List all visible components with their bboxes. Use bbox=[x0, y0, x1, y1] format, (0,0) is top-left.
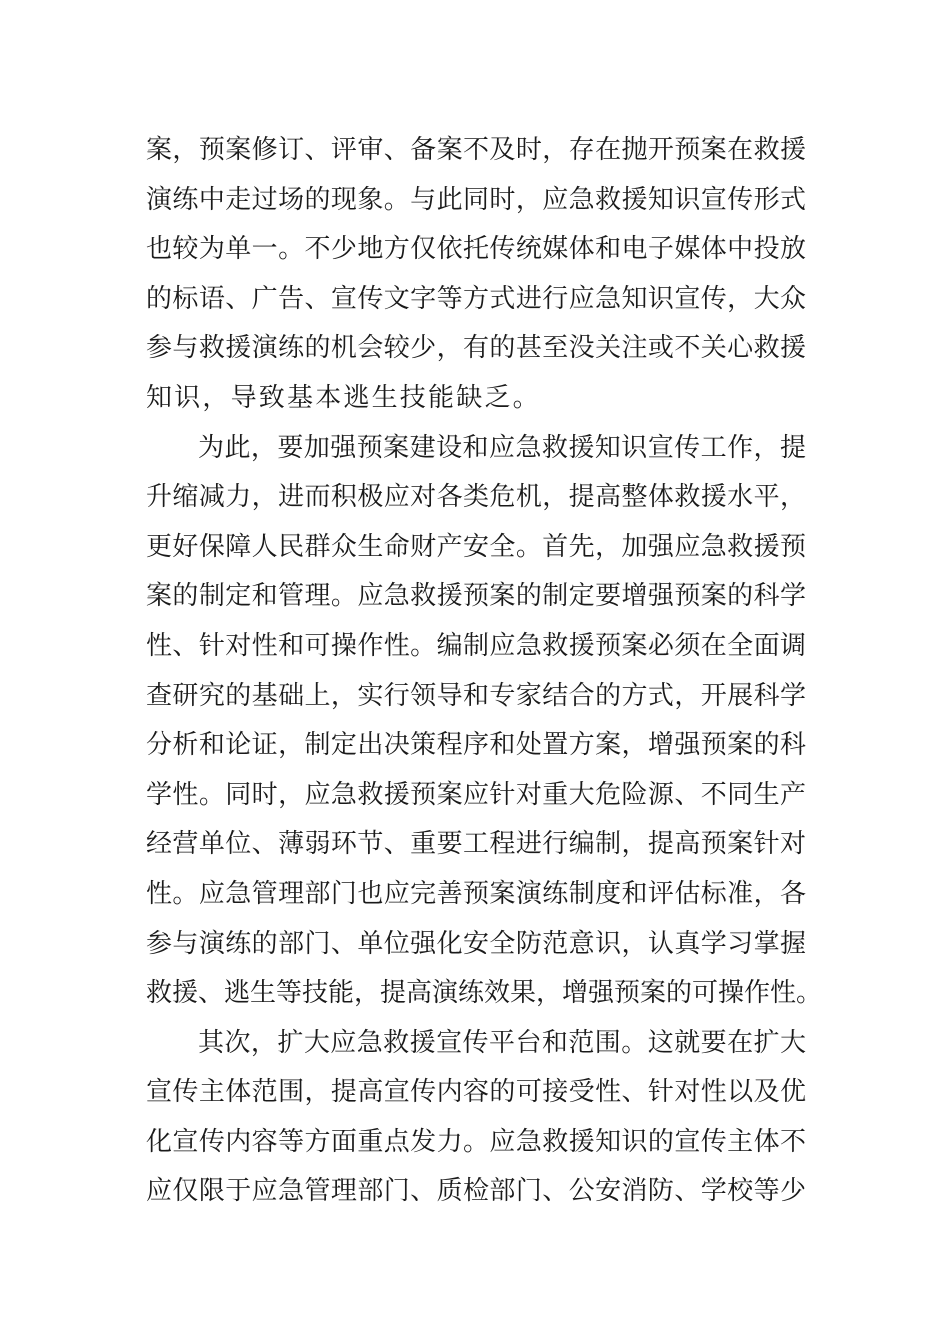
text-line: 案，预案修订、评审、备案不及时，存在抛开预案在救援 bbox=[146, 135, 806, 165]
text-line: 也较为单一。不少地方仅依托传统媒体和电子媒体中投放 bbox=[146, 234, 806, 265]
text-line: 宣传主体范围，提高宣传内容的可接受性、针对性以及优 bbox=[146, 1077, 806, 1108]
text-line: 更好保障人民群众生命财产安全。首先，加强应急救援预 bbox=[146, 531, 806, 562]
body-text bbox=[146, 126, 823, 1217]
text-line: 案的制定和管理。应急救援预案的制定要增强预案的科学 bbox=[146, 581, 806, 612]
text-line: 经营单位、薄弱环节、重要工程进行编制，提高预案针对 bbox=[146, 829, 806, 860]
paragraph-start-line: 其次，扩大应急救援宣传平台和范围。这就要在扩大 bbox=[198, 1027, 806, 1058]
text-line: 参与演练的部门、单位强化安全防范意识，认真学习掌握 bbox=[146, 928, 806, 959]
text-line: 化宣传内容等方面重点发力。应急救援知识的宣传主体不 bbox=[146, 1126, 806, 1157]
text-line: 性、针对性和可操作性。编制应急救援预案必须在全面调 bbox=[146, 630, 806, 661]
text-line: 性。应急管理部门也应完善预案演练制度和评估标准，各 bbox=[146, 878, 806, 909]
text-line: 知识，导致基本逃生技能缺乏。 bbox=[146, 382, 541, 413]
text-line: 查研究的基础上，实行领导和专家结合的方式，开展科学 bbox=[146, 680, 806, 711]
text-line: 救援、逃生等技能，提高演练效果，增强预案的可操作性。 bbox=[146, 978, 823, 1009]
text-line: 演练中走过场的现象。与此同时，应急救援知识宣传形式 bbox=[146, 184, 806, 215]
text-line: 参与救援演练的机会较少，有的甚至没关注或不关心救援 bbox=[146, 333, 806, 364]
text-line: 应仅限于应急管理部门、质检部门、公安消防、学校等少 bbox=[146, 1176, 806, 1207]
paragraph-start-line: 为此，要加强预案建设和应急救援知识宣传工作，提 bbox=[198, 432, 806, 463]
text-line: 学性。同时，应急救援预案应针对重大危险源、不同生产 bbox=[146, 779, 806, 810]
text-line: 分析和论证，制定出决策程序和处置方案，增强预案的科 bbox=[146, 730, 806, 761]
text-line: 升缩减力，进而积极应对各类危机，提高整体救援水平， bbox=[146, 482, 806, 513]
text-line: 的标语、广告、宣传文字等方式进行应急知识宣传，大众 bbox=[146, 283, 806, 314]
